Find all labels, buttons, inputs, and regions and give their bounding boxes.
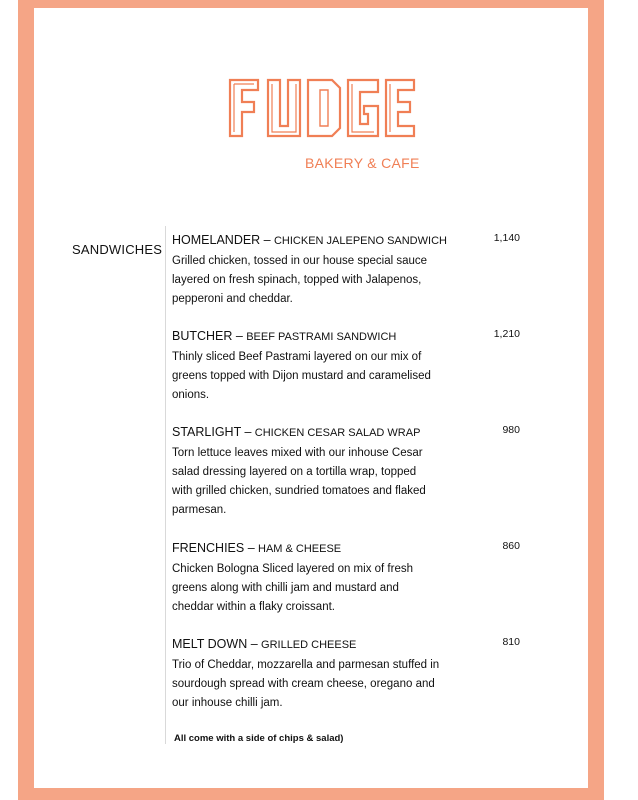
- menu-item-title: [172, 232, 472, 250]
- section-label-sandwiches: SANDWICHES: [72, 242, 163, 257]
- fudge-logo-graphic: [226, 70, 416, 150]
- menu-item-subname: CHICKEN CESAR SALAD WRAP: [254, 427, 421, 439]
- menu-item-name: HOMELANDER –: [172, 233, 271, 247]
- brand-subtitle: BAKERY & CAFE: [305, 155, 420, 171]
- menu-item-subname: HAM & CHEESE: [258, 543, 342, 555]
- menu-item-title: [172, 636, 472, 654]
- menu-item-price: 1,140: [493, 232, 520, 244]
- menu-item-starlight: [172, 424, 472, 520]
- menu-item-melt-down: [172, 636, 472, 713]
- description-line: onions.: [172, 389, 210, 401]
- description-line: Thinly sliced Beef Pastrami layered on our mix of: [172, 351, 422, 363]
- description-line: parmesan.: [172, 504, 227, 516]
- menu-item-title: [172, 328, 472, 346]
- description-line: layered on fresh spinach, topped with Jalapenos,: [172, 274, 422, 286]
- description-line: our inhouse chilli jam.: [172, 697, 283, 709]
- description-line: pepperoni and cheddar.: [172, 293, 293, 305]
- description-line: cheddar within a flaky croissant.: [172, 601, 335, 613]
- menu-item-butcher: [172, 328, 472, 405]
- description-line: greens along with chilli jam and mustard and: [172, 582, 399, 594]
- description-line: sourdough spread with cream cheese, oregano and: [172, 678, 435, 690]
- description-line: Grilled chicken, tossed in our house special sauce: [172, 255, 428, 267]
- menu-item-description: [172, 444, 472, 520]
- menu-item-price: 810: [502, 636, 520, 648]
- menu-item-price: 1,210: [493, 328, 520, 340]
- menu-item-price: 980: [502, 424, 520, 436]
- menu-item-name: STARLIGHT –: [172, 425, 252, 439]
- menu-item-subname: GRILLED CHEESE: [261, 639, 357, 651]
- menu-item-description: [172, 252, 472, 309]
- menu-item-subname: BEEF PASTRAMI SANDWICH: [246, 331, 397, 343]
- description-line: greens topped with Dijon mustard and caramelised: [172, 370, 431, 382]
- description-line: Chicken Bologna Sliced layered on mix of fresh: [172, 563, 413, 575]
- menu-item-price: 860: [502, 540, 520, 552]
- menu-item-name: MELT DOWN –: [172, 637, 258, 651]
- section-divider: [165, 226, 166, 744]
- menu-item-description: [172, 656, 472, 713]
- menu-item-frenchies: [172, 540, 472, 617]
- menu-item-subname: CHICKEN JALEPENO SANDWICH: [273, 235, 447, 247]
- menu-item-name: BUTCHER –: [172, 329, 243, 343]
- menu-item-title: [172, 540, 472, 558]
- description-line: salad dressing layered on a tortilla wrap, topped: [172, 466, 417, 478]
- menu-item-description: [172, 348, 472, 405]
- description-line: Trio of Cheddar, mozzarella and parmesan stuffed in: [172, 659, 440, 671]
- menu-item-description: [172, 560, 472, 617]
- menu-item-title: [172, 424, 472, 442]
- description-line: Torn lettuce leaves mixed with our inhouse Cesar: [172, 447, 423, 459]
- description-line: with grilled chicken, sundried tomatoes and flaked: [172, 485, 426, 497]
- menu-item-homelander: [172, 232, 472, 309]
- menu-item-name: FRENCHIES –: [172, 541, 255, 555]
- menu-footnote: All come with a side of chips & salad): [174, 733, 344, 744]
